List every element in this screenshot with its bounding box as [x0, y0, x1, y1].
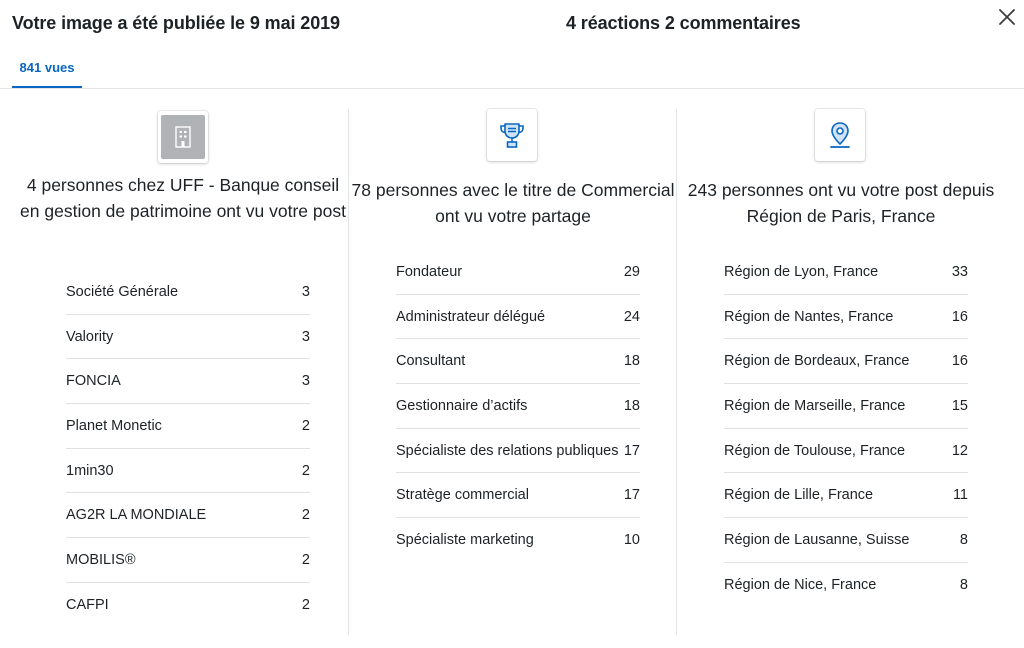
list-item-label: Région de Bordeaux, France: [724, 353, 910, 370]
company-heading: 4 personnes chez UFF - Banque conseil en gestion de patrimoine ont vu votre post: [20, 175, 346, 221]
company-logo-icon: [174, 126, 192, 148]
region-column: [676, 109, 1004, 635]
company-list: [66, 270, 310, 628]
list-item-count: 2: [301, 597, 310, 614]
list-item-count: 29: [623, 263, 640, 280]
list-item-count: 2: [301, 417, 310, 434]
list-item-label: MOBILIS®: [66, 551, 136, 568]
location-badge: [815, 109, 865, 161]
list-item-label: Région de Marseille, France: [724, 397, 906, 414]
tab-views[interactable]: 841 vues: [12, 48, 82, 88]
list-item: [396, 295, 640, 340]
list-item-label: Société Générale: [66, 283, 179, 300]
job-title-heading: 78 personnes avec le titre de Commercial ont vu votre partage: [351, 180, 675, 226]
list-item-label: AG2R LA MONDIALE: [66, 507, 207, 524]
list-item-label: Région de Nice, France: [724, 577, 877, 594]
list-item-count: 33: [951, 263, 968, 280]
company-logo: [158, 111, 208, 163]
list-item: [66, 449, 310, 494]
list-item: [724, 563, 968, 608]
list-item-label: Gestionnaire d’actifs: [396, 397, 528, 414]
list-item: [724, 384, 968, 429]
list-item: [66, 270, 310, 315]
page-title: Votre image a été publiée le 9 mai 2019: [12, 13, 340, 33]
list-item-label: Région de Lausanne, Suisse: [724, 531, 910, 548]
list-item: [66, 493, 310, 538]
list-item-count: 2: [301, 507, 310, 524]
list-item-count: 8: [959, 531, 968, 548]
tab-bar: [0, 48, 1024, 89]
modal-header: [0, 0, 1024, 48]
list-item: [396, 384, 640, 429]
list-item-label: Région de Nantes, France: [724, 308, 894, 325]
list-item-count: 17: [623, 487, 640, 504]
job-title-list: [396, 250, 640, 563]
reactions-comments-count[interactable]: 4 réactions 2 commentaires: [566, 13, 801, 33]
list-item-count: 12: [951, 442, 968, 459]
list-item: [724, 339, 968, 384]
list-item-label: Spécialiste marketing: [396, 532, 534, 549]
region-list: [724, 250, 968, 608]
region-heading: 243 personnes ont vu votre post depuis Région de Paris, France: [687, 180, 995, 226]
list-item-label: Région de Toulouse, France: [724, 442, 906, 459]
list-item: [724, 518, 968, 563]
list-item-count: 3: [301, 328, 310, 345]
list-item-label: Stratège commercial: [396, 487, 529, 504]
list-item: [66, 538, 310, 583]
list-item-count: 3: [301, 283, 310, 300]
list-item-count: 11: [952, 487, 968, 504]
list-item-count: 16: [951, 308, 968, 325]
list-item-count: 15: [951, 397, 968, 414]
location-pin-icon: [825, 120, 855, 150]
list-item-label: Région de Lyon, France: [724, 263, 879, 280]
list-item-label: Spécialiste des relations publiques: [396, 442, 619, 459]
close-icon: [999, 9, 1015, 25]
list-item-count: 3: [301, 373, 310, 390]
list-item-label: 1min30: [66, 462, 114, 479]
list-item-label: Fondateur: [396, 263, 463, 280]
close-button[interactable]: [994, 4, 1020, 30]
list-item: [724, 295, 968, 340]
list-item-label: Région de Lille, France: [724, 487, 874, 504]
list-item-count: 18: [623, 353, 640, 370]
list-item: [396, 250, 640, 295]
list-item-count: 2: [301, 462, 310, 479]
list-item-count: 17: [623, 442, 640, 459]
list-item: [396, 339, 640, 384]
list-item-label: Consultant: [396, 353, 466, 370]
list-item-label: Planet Monetic: [66, 417, 162, 434]
list-item: [724, 250, 968, 295]
list-item: [396, 518, 640, 563]
list-item: [396, 429, 640, 474]
list-item-count: 10: [623, 532, 640, 549]
list-item: [66, 315, 310, 360]
list-item: [66, 404, 310, 449]
job-title-column: [348, 109, 676, 635]
list-item-count: 8: [959, 577, 968, 594]
list-item-count: 2: [301, 551, 310, 568]
trophy-badge: [487, 109, 537, 161]
list-item-label: Valority: [66, 328, 114, 345]
company-column: [19, 109, 347, 635]
list-item: [66, 359, 310, 404]
list-item: [396, 473, 640, 518]
list-item-count: 18: [623, 397, 640, 414]
list-item-count: 16: [951, 353, 968, 370]
list-item: [66, 583, 310, 628]
list-item: [724, 473, 968, 518]
list-item: [724, 429, 968, 474]
list-item-label: CAFPI: [66, 597, 109, 614]
list-item-label: Administrateur délégué: [396, 308, 546, 325]
trophy-icon: [497, 120, 527, 150]
list-item-count: 24: [623, 308, 640, 325]
list-item-label: FONCIA: [66, 373, 121, 390]
